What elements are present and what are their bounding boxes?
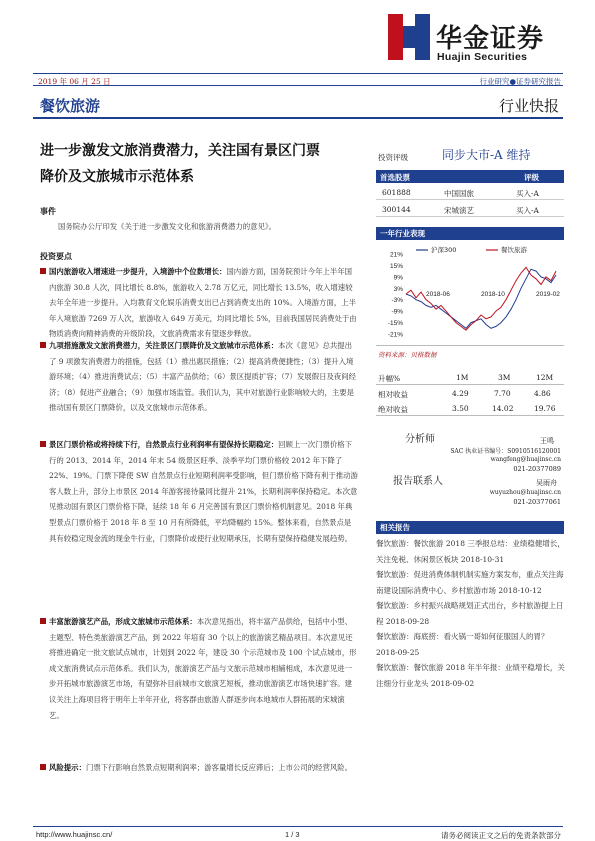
perf-row-label: 相对收益 — [378, 390, 408, 399]
perf-3m: 14.02 — [492, 404, 514, 413]
stock-row — [376, 202, 564, 217]
event-text: 国务院办公厅印发《关于进一步激发文化和旅游消费潜力的意见》。 — [58, 222, 277, 231]
perf-3m: 7.70 — [494, 389, 511, 398]
stock-name: 中国国旅 — [444, 189, 474, 198]
analyst-label: 分析师 — [405, 434, 435, 445]
y-tick-label: 15% — [389, 262, 403, 270]
highlight-item-2 — [40, 338, 358, 416]
series-line — [406, 267, 556, 330]
highlight-head: 景区门票价格或将持续下行，自然景点行业利润率有望保持长期稳定： — [49, 440, 279, 449]
contact-email: wuyuzhou@huajinsc.cn — [489, 489, 561, 496]
stock-header-rating: 评级 — [524, 173, 539, 182]
y-tick-label: -9% — [391, 308, 403, 316]
contact-label: 报告联系人 — [393, 476, 443, 487]
perf-1m: 3.50 — [452, 404, 469, 413]
rating-value: 同步大市-A 维持 — [442, 148, 531, 162]
contact-phone: 021-20377061 — [513, 498, 561, 506]
highlight-text: 门票下行影响自然景点短期利润率；游客量增长反应滞后；上市公司的经营风险。 — [85, 763, 353, 772]
logo-text-en: Huajin Securities — [437, 51, 528, 63]
analyst-name: 王鸣 — [540, 437, 554, 445]
x-tick-label: 2018-06 — [426, 291, 450, 298]
perf-row — [376, 388, 564, 401]
legend-label: 沪深300 — [431, 246, 457, 254]
stock-rating: 买入-A — [516, 206, 539, 215]
contact-name: 吴雨舟 — [536, 479, 557, 487]
page-title — [40, 138, 370, 190]
highlight-head: 国内旅游收入增速进一步提升，入境游中个位数增长： — [49, 267, 227, 276]
chart-header: 一年行业表现 — [376, 227, 564, 240]
highlight-item-1 — [40, 264, 358, 342]
highlight-text: 本次《意见》总共提出了 9 项激发消费潜力的措施，包括（1）推出惠民措施；（2）提高消费便捷性；（3）提升入境游环境；（4）推进消费试点；（5）丰富产品供给；（6）景区提质扩容；（7）发展假日及夜间经济；（8）促进产业融合；（9）加强市场监管。我们认为，其中对旅游行业影响较大的，主要是推动国有景区门票降价，以及文旅城市示范体系。 — [49, 341, 357, 413]
highlight-item-3 — [40, 437, 358, 546]
y-tick-label: 9% — [393, 274, 403, 282]
perf-header-12m: 12M — [536, 373, 554, 382]
related-header: 相关报告 — [376, 521, 564, 534]
stock-code: 300144 — [382, 205, 411, 214]
header-divider — [33, 117, 563, 119]
y-tick-label: -3% — [391, 297, 403, 305]
stock-name: 宋城演艺 — [444, 206, 474, 215]
page-number: 1 / 3 — [285, 830, 300, 839]
highlight-head: 九项措施激发文旅消费潜力，关注景区门票降价及文旅城市示范体系： — [49, 341, 279, 350]
perf-header-row — [376, 372, 564, 385]
perf-12m: 19.76 — [534, 404, 556, 413]
perf-1m: 4.29 — [452, 389, 469, 398]
report-type: 行业研究●证券研究报告 — [479, 77, 561, 86]
chart-source: 资料来源：贝格数据 — [378, 351, 437, 359]
title-line-2: 降价及文旅城市示范体系 — [40, 169, 194, 185]
logo-text-cn: 华金证券 — [436, 24, 545, 54]
highlight-text: 回顾上一次门票价格下行的 2013、2014 年，2014 年末 54 级景区旺季、淡季平均门票价格较 2012 年下降了 22%、19%。门票下降使 SW 自然景点行业短期利润率受影响，但门票价格下降有利于推动游客人数上升，部分上市景区 2014 年游客接待量同比提升 21%，长期利润率保持稳定。本次意见推动国有景区门票价格下降，延续 18 年 6 月完善国有景区门票价格机制意见。2018 年典型景点门票价格于 2018 年 8 至 10 月有所降低，平均降幅约 15%。整体来看，自然景点是具有较稳定现金流的现金牛行业，门票降价或使行业短期承压，长期有望保持稳健发展趋势。 — [49, 440, 358, 543]
highlight-text: 国内游方面，国务院预计今年上半年国内旅游 30.8 人次，同比增长 8.8%，旅游收入 2.78 万亿元，同比增长 13.5%，收入增速较去年全年进一步提升。入均教育文化娱乐消费支出已占到消费支出的 10%。入境游方面，上半年入境旅游 7269 万人次，旅游收入 649 万美元，均同比增长 5%，目前我国居民消费处于由物质消费向精神消费的升级阶段，文旅消费需求有望逐步释放。 — [49, 267, 357, 339]
perf-header-3m: 3M — [498, 373, 511, 382]
y-tick-label: 21% — [389, 251, 403, 259]
perf-header-1m: 1M — [456, 373, 469, 382]
related-list — [376, 536, 566, 691]
footer-divider — [33, 826, 563, 827]
company-logo-icon — [388, 14, 430, 60]
industry-performance-chart — [376, 244, 564, 344]
series-line — [406, 269, 556, 328]
stock-table-header — [376, 170, 564, 183]
highlight-item-5 — [40, 760, 358, 776]
stock-code: 601888 — [382, 188, 411, 197]
x-tick-label: 2019-02 — [536, 291, 560, 298]
related-item[interactable]: 餐饮旅游：海底捞：看火锅一哥如何征服国人的胃？ 2018-09-25 — [376, 632, 549, 657]
stock-row — [376, 185, 564, 200]
stock-rating: 买入-A — [516, 189, 539, 198]
sector-name: 餐饮旅游 — [40, 97, 101, 115]
perf-header-label: 升幅% — [378, 374, 401, 383]
analyst-phone: 021-20377089 — [513, 465, 561, 473]
highlight-head: 风险提示： — [49, 763, 86, 772]
y-tick-label: -15% — [387, 320, 403, 328]
perf-row-label: 绝对收益 — [378, 405, 408, 414]
analyst-cert: SAC 执业证书编号：S0910516120001 — [450, 448, 561, 455]
y-tick-label: 3% — [393, 285, 403, 293]
related-item[interactable]: 餐饮旅游：餐饮旅游 2018 三季报总结：业绩稳健增长，关注免税、休闲景区板块 2018-10-31 — [376, 539, 565, 564]
stock-header-name: 首选股票 — [380, 173, 410, 182]
rating-label: 投资评级 — [378, 153, 408, 162]
report-date: 2019 年 06 月 25 日 — [38, 77, 111, 86]
highlights-label: 投资要点 — [40, 252, 72, 261]
legend-label: 餐饮旅游 — [501, 246, 527, 254]
related-item[interactable]: 餐饮旅游：乡村振兴战略规划正式出台，乡村旅游提上日程 2018-09-28 — [376, 601, 564, 626]
perf-row — [376, 403, 564, 416]
analyst-email: wangfeng@huajinsc.cn — [490, 456, 561, 463]
highlight-text: 本次意见指出，将丰富产品供给，包括中小型、主题型、特色类旅游演艺产品，到 2022 年培育 30 个以上的旅游演艺精品项目。本次意见还将推进确定一批文旅试点城市，计划到 2022 年，建设 30 个示范城市及 100 个试点城市，形成文旅消费试点示范体系。我们认为，旅游演艺产品与文旅示范城市相辅相成，本次意见进一步开拓城市旅游演艺市场，有望弥补目前城市文旅演艺短板，推动旅游演艺市场快速扩容。建议关注上海项目将于明年上半年开业，将客群由旅游人群逐步向本地城市人群拓展的宋城演艺。 — [49, 617, 357, 720]
footer-disclaimer: 请务必阅读正文之后的免责条款部分 — [441, 831, 561, 840]
x-tick-label: 2018-10 — [481, 291, 505, 298]
y-tick-label: -21% — [387, 331, 403, 339]
chart-divider — [376, 345, 564, 346]
perf-12m: 4.86 — [534, 389, 551, 398]
related-item[interactable]: 餐饮旅游：餐饮旅游 2018 年半年报：业绩平稳增长，关注细分行业龙头 2018-09-02 — [376, 663, 565, 688]
title-line-1: 进一步激发文旅消费潜力，关注国有景区门票 — [40, 143, 320, 159]
report-kind: 行业快报 — [498, 97, 559, 115]
footer-url[interactable]: http://www.huajinsc.cn/ — [36, 830, 113, 839]
highlight-item-4 — [40, 614, 358, 723]
related-item[interactable]: 餐饮旅游：促进消费体制机制实施方案发布，重点关注海南建设国际消费中心、乡村旅游市场 2018-10-12 — [376, 570, 564, 595]
event-label: 事件 — [40, 207, 56, 216]
highlight-head: 丰富旅游演艺产品，形成文旅城市示范体系： — [49, 617, 197, 626]
